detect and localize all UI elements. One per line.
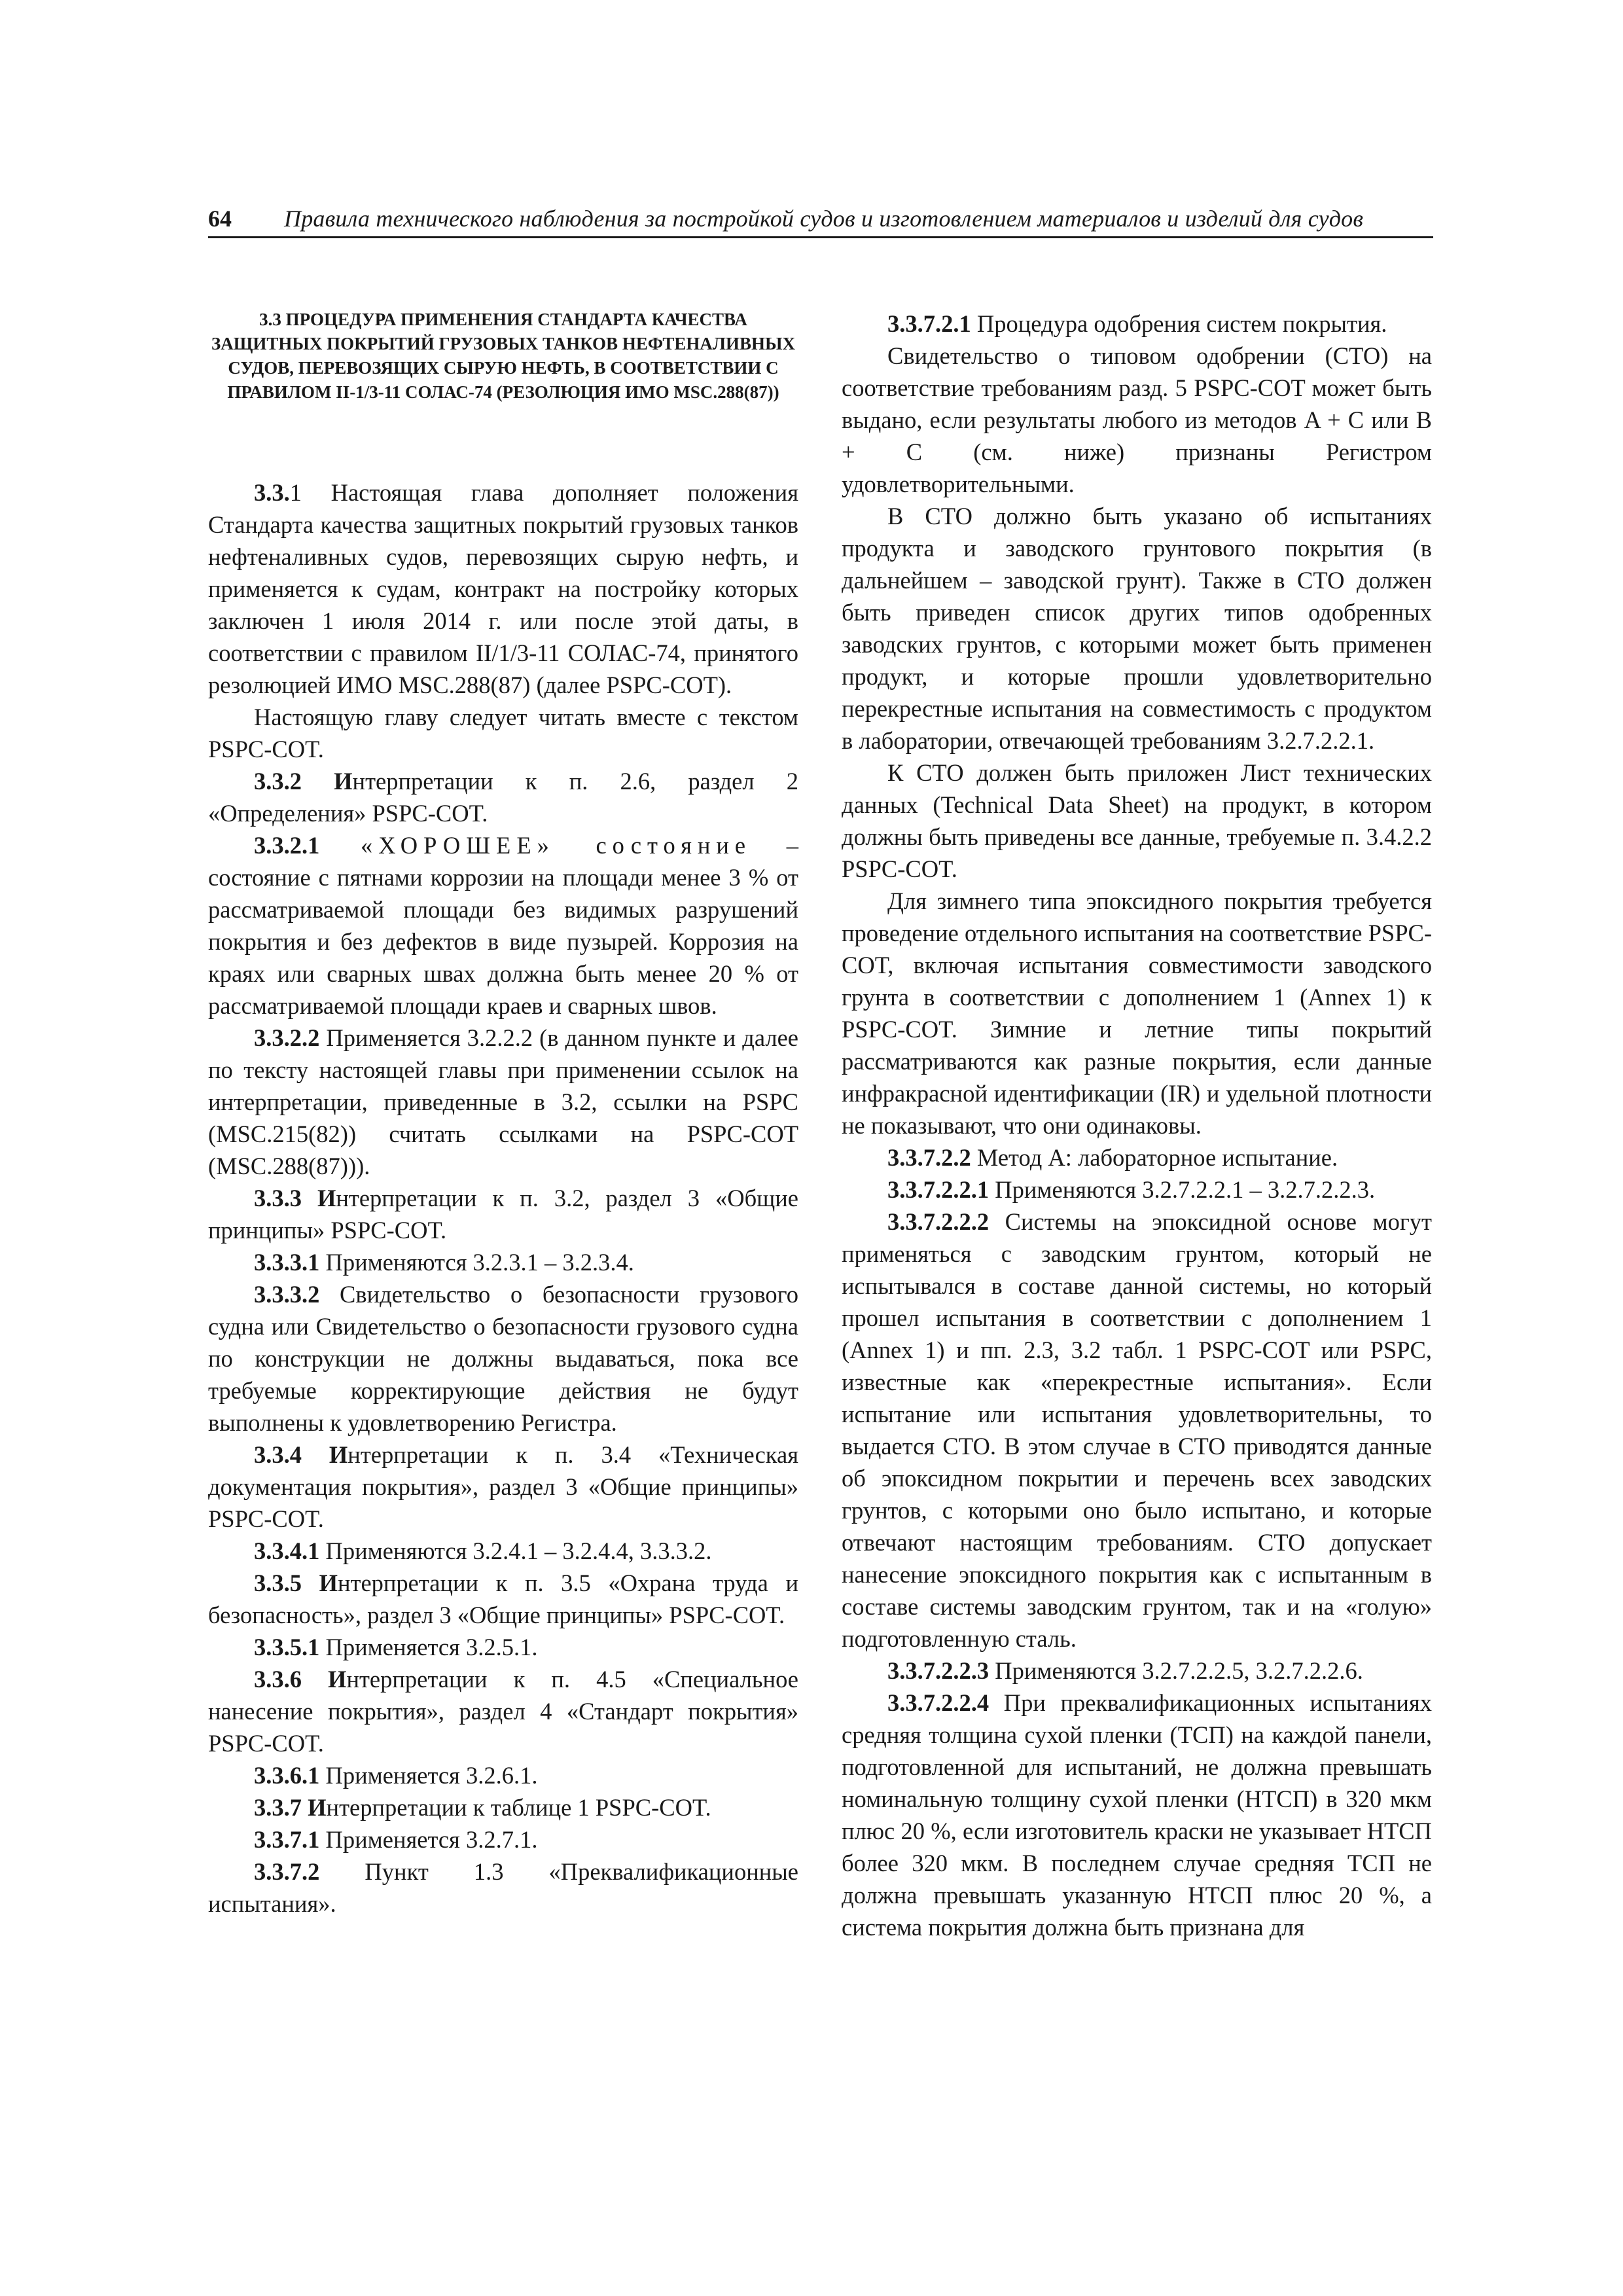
paragraph bbox=[208, 1791, 798, 1823]
clause-number: 3.3.7.2.2.2 bbox=[887, 1208, 990, 1235]
clause-number: 3.3.3 И bbox=[254, 1185, 336, 1211]
paragraph bbox=[208, 1759, 798, 1791]
paragraph: В СТО должно быть указано об испытаниях продукта и заводского грунтового покрытия (в дальнейшем – заводской грунт). Также в СТО должен быть приведен список других типов одобренных заводских грунтов, с которыми может быть применен продукт, и которые прошли удовлетворительно перекрестные испытания на совместимость с продуктом в лаборатории, отвечающей требованиям 3.2.7.2.2.1. bbox=[842, 503, 1432, 754]
paragraph bbox=[208, 765, 798, 829]
clause-number: 3.3.2.2 bbox=[254, 1024, 320, 1051]
clause-number: 3.3.2.1 bbox=[254, 832, 320, 859]
clause-number: 3.3.2 И bbox=[254, 768, 353, 795]
clause-number: 3.3.4.1 bbox=[254, 1537, 320, 1564]
paragraph-text: нтерпретации к п. 2.6, раздел 2 «Определения» PSPC-COT. bbox=[208, 768, 798, 827]
clause-number: 3.3.3.1 bbox=[254, 1249, 320, 1276]
paragraph-text: нтерпретации к таблице 1 PSPC-COT. bbox=[326, 1794, 711, 1821]
paragraph bbox=[208, 1246, 798, 1278]
clause-number: 3.3.3.2 bbox=[254, 1281, 320, 1308]
clause-number: 3.3. bbox=[254, 479, 290, 506]
paragraph-text: Применяются 3.2.7.2.2.1 – 3.2.7.2.2.3. bbox=[989, 1176, 1376, 1203]
paragraph bbox=[842, 1687, 1432, 1943]
clause-number: 3.3.7 И bbox=[254, 1794, 327, 1821]
paragraph-text: При преквалификационных испытаниях средняя толщина сухой пленки (ТСП) на каждой панели, подготовленной для испытаний, не должна превышать номинальную толщину сухой пленки (НТСП) в 320 мкм плюс 20 %, если изготовитель краски не указывает НТСП более 320 мкм. В последнем случае средняя ТСП не должна превышать указанную НТСП плюс 20 %, а система покрытия должна быть признана для bbox=[842, 1689, 1432, 1941]
paragraph bbox=[208, 1823, 798, 1856]
paragraph-text: Метод А: лабораторное испытание. bbox=[971, 1144, 1338, 1171]
paragraph-text: – состояние с пятнами коррозии на площади менее 3 % от рассматриваемой площади без видимых разрушений покрытия и без дефектов в виде пузырей. Коррозия на краях или сварных швах должна быть менее 20 % от рассматриваемой площади краев и сварных швов. bbox=[208, 832, 799, 1019]
paragraph bbox=[842, 308, 1432, 340]
right-column bbox=[842, 308, 1432, 1943]
paragraph-text: Применяются 3.2.7.2.2.5, 3.2.7.2.2.6. bbox=[989, 1657, 1363, 1684]
paragraph-text: Применяется 3.2.5.1. bbox=[319, 1634, 538, 1660]
paragraph bbox=[208, 1631, 798, 1663]
page-header bbox=[208, 198, 1433, 238]
paragraph-text: Применяется 3.2.2.2 (в данном пункте и далее по тексту настоящей главы при применении ссылок на интерпретации, приведенные в 3.2, ссылки на PSPC (MSC.215(82)) считать ссылками на PSPC-COT (MSC.288(87))). bbox=[208, 1024, 798, 1179]
paragraph bbox=[842, 1206, 1432, 1655]
paragraph bbox=[208, 476, 798, 701]
paragraph-text: нтерпретации к п. 3.5 «Охрана труда и безопасность», раздел 3 «Общие принципы» PSPC-COT. bbox=[208, 1570, 798, 1628]
clause-number: 3.3.5.1 bbox=[254, 1634, 320, 1660]
paragraph bbox=[208, 1856, 798, 1920]
clause-number: 3.3.7.2.2 bbox=[887, 1144, 971, 1171]
paragraph-text: Процедура одобрения систем покрытия. bbox=[971, 310, 1387, 337]
paragraph: Для зимнего типа эпоксидного покрытия требуется проведение отдельного испытания на соответствие PSPC-COT, включая испытания совместимости заводского грунта в соответствии с дополнением 1 (Annex 1) к PSPC-COT. Зимние и летние типы покрытий рассматриваются как разные покрытия, если данные инфракрасной идентификации (IR) и удельной плотности не показывают, что они одинаковы. bbox=[842, 888, 1432, 1139]
paragraph-text: 1 Настоящая глава дополняет положения Стандарта качества защитных покрытий грузовых танков нефтеналивных судов, перевозящих сырую нефть, и применяется к судам, контракт на постройку которых заключен 1 июля 2014 г. или после этой даты, в соответствии с правилом II/1/3-11 СОЛАС-74, принятого резолюцией ИМО MSC.288(87) (далее PSPC-COT). bbox=[208, 479, 798, 698]
paragraph-text: нтерпретации к п. 3.2, раздел 3 «Общие принципы» PSPC-COT. bbox=[208, 1185, 798, 1244]
paragraph: К СТО должен быть приложен Лист технических данных (Technical Data Sheet) на продукт, в котором должны быть приведены все данные, требуемые п. 3.4.2.2 PSPC-COT. bbox=[842, 759, 1432, 882]
paragraph bbox=[208, 1535, 798, 1567]
paragraph-text: Пункт 1.3 «Преквалификационные испытания». bbox=[208, 1858, 798, 1917]
paragraph-text: Системы на эпоксидной основе могут применяться с заводским грунтом, который не испытывался в составе данной системы, но который прошел испытания в соответствии с дополнением 1 (Annex 1) и пп. 2.3, 3.2 табл. 1 PSPC-COT или PSPC, известные как «перекрестные испытания». Если испытание или испытания удовлетворительны, то выдается СТО. В этом случае в СТО приводятся данные об эпоксидном покрытии и перечень всех заводских грунтов, с которыми оно было испытано, и которые отвечают настоящим требованиям. СТО допускает нанесение эпоксидного покрытия как с испытанным в составе системы заводским грунтом, так и на «голую» подготовленную сталь. bbox=[842, 1208, 1432, 1652]
paragraph-text: Применяется 3.2.7.1. bbox=[319, 1826, 538, 1853]
clause-number: 3.3.6 И bbox=[254, 1666, 347, 1693]
clause-number: 3.3.7.2.1 bbox=[887, 310, 971, 337]
paragraph bbox=[208, 829, 798, 1022]
clause-number: 3.3.7.1 bbox=[254, 1826, 320, 1853]
paragraph bbox=[208, 1278, 798, 1439]
paragraph-text: Применяются 3.2.4.1 – 3.2.4.4, 3.3.3.2. bbox=[319, 1537, 712, 1564]
clause-number: 3.3.7.2.2.4 bbox=[887, 1689, 990, 1716]
clause-number: 3.3.7.2.2.1 bbox=[887, 1176, 990, 1203]
paragraph-text: Применяется 3.2.6.1. bbox=[319, 1762, 538, 1789]
paragraph bbox=[208, 1663, 798, 1759]
section-title: 3.3 ПРОЦЕДУРА ПРИМЕНЕНИЯ СТАНДАРТА КАЧЕСТВА ЗАЩИТНЫХ ПОКРЫТИЙ ГРУЗОВЫХ ТАНКОВ НЕФТЕНАЛИВНЫХ СУДОВ, ПЕРЕВОЗЯЩИХ СЫРУЮ НЕФТЬ, В СООТВЕТСТВИИ С ПРАВИЛОМ II-1/3-11 СОЛАС-74 (РЕЗОЛЮЦИЯ ИМО MSC.288(87)) bbox=[211, 310, 795, 402]
clause-number: 3.3.7.2 bbox=[254, 1858, 320, 1885]
paragraph: Свидетельство о типовом одобрении (СТО) на соответствие требованиям разд. 5 PSPC-COT может быть выдано, если результаты любого из методов A + C или B + C (см. ниже) признаны Регистром удовлетворительными. bbox=[842, 342, 1432, 497]
clause-number: 3.3.6.1 bbox=[254, 1762, 320, 1789]
running-title: Правила технического наблюдения за постройкой судов и изготовлением материалов и изделий для судов bbox=[284, 206, 1364, 232]
paragraph bbox=[842, 1174, 1432, 1206]
paragraph: Настоящую главу следует читать вместе с текстом PSPC-COT. bbox=[208, 704, 798, 762]
paragraph bbox=[208, 1439, 798, 1535]
paragraph-text: нтерпретации к п. 3.4 «Техническая документация покрытия», раздел 3 «Общие принципы» PSPC-COT. bbox=[208, 1441, 798, 1532]
paragraph bbox=[842, 1141, 1432, 1174]
paragraph bbox=[208, 1022, 798, 1182]
paragraph bbox=[208, 1182, 798, 1246]
term-spaced: «ХОРОШЕЕ» состояние bbox=[319, 832, 752, 859]
paragraph bbox=[208, 1567, 798, 1631]
clause-number: 3.3.5 И bbox=[254, 1570, 338, 1596]
page-number: 64 bbox=[208, 206, 232, 232]
paragraph-text: нтерпретации к п. 4.5 «Специальное нанесение покрытия», раздел 4 «Стандарт покрытия» PSPC-COT. bbox=[208, 1666, 798, 1757]
clause-number: 3.3.4 И bbox=[254, 1441, 348, 1468]
paragraph bbox=[842, 1655, 1432, 1687]
clause-number: 3.3.7.2.2.3 bbox=[887, 1657, 990, 1684]
paragraph-text: Свидетельство о безопасности грузового судна или Свидетельство о безопасности грузового судна по конструкции не должны выдаваться, пока все требуемые корректирующие действия не будут выполнены к удовлетворению Регистра. bbox=[208, 1281, 798, 1436]
left-column bbox=[208, 308, 798, 1920]
paragraph-text: Применяются 3.2.3.1 – 3.2.3.4. bbox=[319, 1249, 634, 1276]
